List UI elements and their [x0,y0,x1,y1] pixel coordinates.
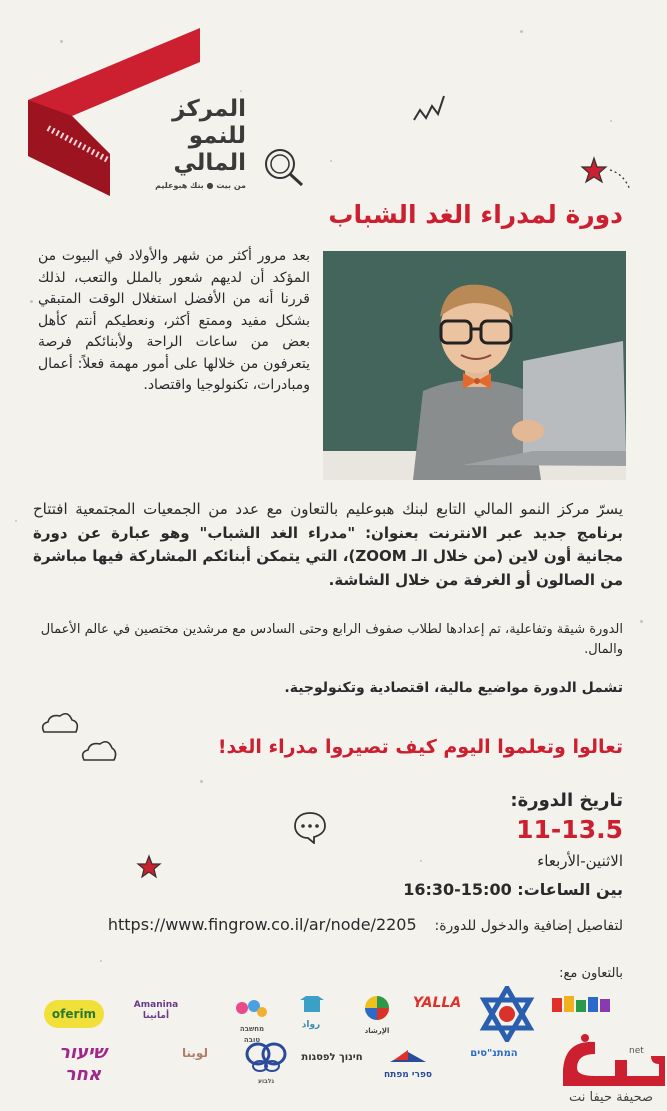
partner-logo-sifrei-mafteach [380,1046,436,1082]
partner-logo-lobna: لوبنا [182,1046,208,1060]
details-link[interactable]: https://www.fingrow.co.il/ar/node/2205 [107,915,417,934]
partner-logo-irshad [352,994,402,1034]
fingrow-logo [28,28,248,198]
zigzag-doodle-icon [412,92,448,122]
haifa-net-watermark [555,1020,667,1111]
partner-logo-kidum: חינוך לפסגות [301,1052,363,1063]
course-hours: بين الساعات: 15:00-16:30 [403,880,623,899]
audience-paragraph: الدورة شيقة وتفاعلية، تم إعدادها لطلاب صفوف الرابع وحتى السادس مع مرشدين مختصين في عالم الأعمال والمال. [40,622,623,657]
partner-logo-star-of-david [478,986,536,1042]
intro-paragraph: بعد مرور أكثر من شهر والأولاد في البيوت من المؤكد أن لديهم شعور بالملل والتعب، لذلك قررنا أنه من الأفضل استغلال الوقت المتبقي بشكل مفيد وممتع أكثر، ونعطيكم أنتم كأهل بعض من ساعات الراحة ولأبنائكم فرصة يتعرفون من خلالها على أمور مهمة فعلاً: أعمال ومبادرات، تكنولوجيا واقتصاد. [38,248,310,393]
partner-logo-sifrei-label: ספרי מפתח [383,1070,432,1080]
page-title: دورة لمدراء الغد الشباب [328,200,623,229]
logo-line-3: المالي [173,150,246,176]
partner-logo-matnasim: המתנ"סים [470,1048,518,1059]
partner-logo-irshad-label: الإرشاد [364,1027,390,1035]
partner-logo-machshava [232,998,272,1044]
course-days: الاثنين-الأربعاء [537,852,623,870]
star-doodle-icon-2 [136,854,162,880]
topics-paragraph: تشمل الدورة مواضيع مالية، اقتصادية وتكنولوجية. [284,680,623,696]
course-date-value: 11-13.5 [516,815,623,844]
call-to-action: تعالوا وتعلموا اليوم كيف تصيروا مدراء الغد! [217,736,623,758]
haifa-net-label: net [629,1046,644,1056]
partner-logo-amanina: Amanina أمانينا [133,1000,179,1021]
details-row [23,915,623,934]
partner-logo-yalla: YALLA [412,995,462,1011]
partner-logo-shiur-acher: שיעור אחר [59,1042,107,1085]
logo-line-1: المركز [172,96,246,122]
partner-logo-butterfly-label: גלבוע [257,1078,275,1085]
cloud-doodle-icon [38,710,82,736]
partner-logo-rawafed-label: رواد [301,1020,321,1030]
partner-logo-rawafed [282,996,340,1030]
program-paragraph-part2: برنامج جديد عبر الانترنت بعنوان: "مدراء الغد الشباب" وهو عبارة عن دورة مجانية أون لاين (من خلال الـ ZOOM)، التي يتمكن أبنائكم المشاركة فيها مباشرة من الصالون أو الغرفة من خلال الشاشة. [33,523,623,589]
logo-line-2: للنمو [188,123,246,149]
partner-logo-machshava-label: מחשבה טובה [239,1025,265,1044]
partner-logo-colorful [552,994,618,1014]
haifa-net-caption: صحيفة حيفا نت [568,1090,654,1105]
magnifier-doodle-icon [262,146,306,188]
course-date-label: تاريخ الدورة: [510,790,623,811]
details-label: لتفاصيل إضافية والدخول للدورة: [434,918,623,934]
boy-laptop-photo [323,251,626,480]
partner-logo-oferim: oferim [44,1000,104,1028]
program-paragraph-part1: يسرّ مركز النمو المالي التابع لبنك هبوعليم بالتعاون مع عدد من الجمعيات المجتمعية افتتاح [33,500,623,518]
logo-subtitle: من بيت ● بنك هبوعليم [155,181,246,190]
partner-logo-butterfly [244,1042,288,1085]
program-paragraph [33,498,623,592]
partners-label: بالتعاون مع: [559,966,623,981]
star-doodle-icon [580,156,636,196]
